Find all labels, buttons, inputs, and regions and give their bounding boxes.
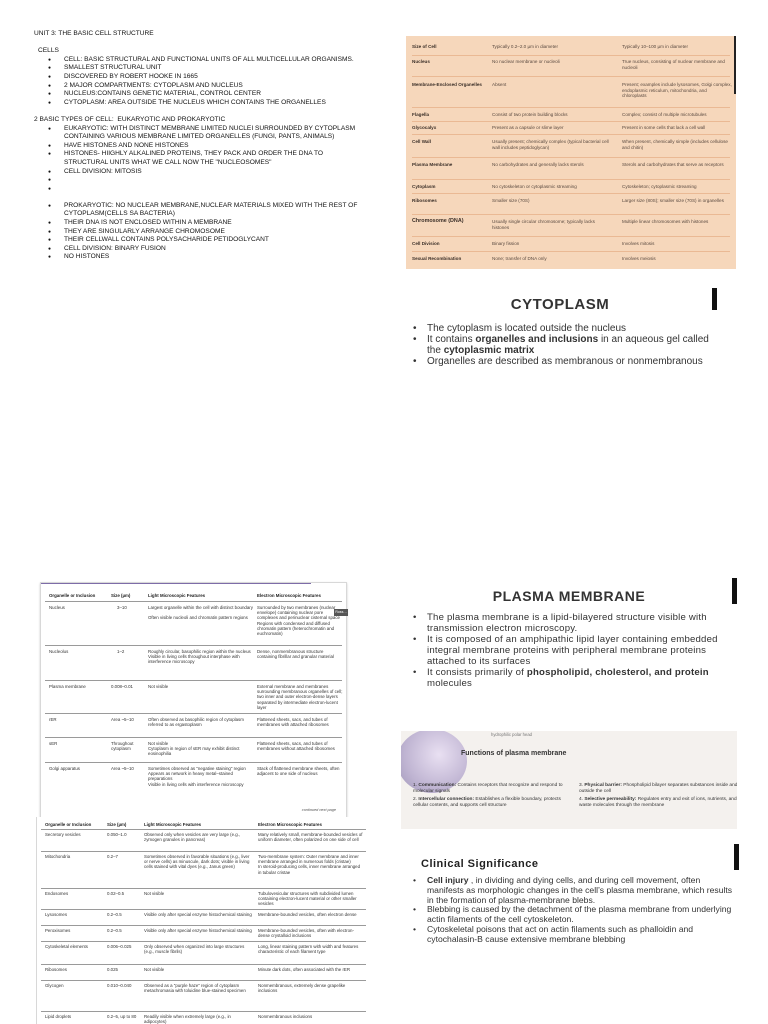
notes-title: UNIT 3: THE BASIC CELL STRUCTURE <box>34 30 154 37</box>
list-item: ● EUKARYOTIC: WITH DISTINCT MEMBRANE LIMITED NUCLEI SURROUNDED BY CYTOPLASM CONTAINING VARIOUS MEMBRANE LIMITED ORGANELLES (FUNGI, PANTS, ANIMALS) <box>64 125 364 142</box>
list-item <box>64 176 364 185</box>
list-item: ● THEIR CELLWALL CONTAINS POLYSACHARIDE PETIDOGLYCANT <box>64 236 364 245</box>
list-item <box>64 185 364 194</box>
list-item: • Blebbing is caused by the detachment of the plasma membrane from underlying actin filaments of the cell cytoskeleton. <box>427 905 737 925</box>
column-header: Light Microscopic Features <box>148 593 206 598</box>
function-item: 4. Selective permeability: Regulates entry and exit of ions, nutrients, and waste molecules through the membrane <box>579 797 737 809</box>
list-item: • The cytoplasm is located outside the nucleus <box>427 323 719 334</box>
lecture-notes <box>34 30 364 262</box>
list-item: ● THEIR DNA IS NOT ENCLOSED WITHIN A MEMBRANE <box>64 219 364 228</box>
slide-title: Clinical Significance <box>421 858 539 870</box>
page-edge-marker <box>734 844 739 870</box>
function-item: 2. Intercellular connection: Establishes a flexible boundary, protects cellular contents, and supports cell structure <box>413 797 561 809</box>
list-item: ● NO HISTONES <box>64 253 364 262</box>
list-item: • It consists primarily of phospholipid, cholesterol, and protein molecules <box>427 667 737 689</box>
list-item: ● NUCLEUS:CONTAINS GENETIC MATERIAL, CONTROL CENTER <box>64 90 364 99</box>
column-header: Light Microscopic Features <box>144 822 202 827</box>
list-item: • Cell injury , in dividing and dying cells, and during cell movement, often manifests as morphologic changes in the cell’s plasma membrane, which results in the formation of plasma-membrane blebs. <box>427 876 737 905</box>
clinical-significance-slide <box>401 844 737 986</box>
list-item: ● CELL DIVISION: BINARY FUSION <box>64 245 364 254</box>
column-header: Organelle or Inclusion <box>45 822 92 827</box>
list-item: ● THEY ARE SINGULARLY ARRANGE CHROMOSOME <box>64 228 364 237</box>
cell-types-label: 2 BASIC TYPES OF CELL: EUKARYOTIC AND PROKARYOTIC <box>34 115 226 123</box>
function-item: 1. Communication: Contains receptors that recognize and respond to molecular signals <box>413 783 563 795</box>
list-item: • It contains organelles and inclusions in an aqueous gel called the cytoplasmic matrix <box>427 334 719 356</box>
eukaryotic-list <box>34 125 364 194</box>
cells-list <box>34 56 364 108</box>
list-item: ● CELL: BASIC STRUCTURAL AND FUNCTIONAL UNITS OF ALL MULTICELLULAR ORGANISMS. <box>64 56 364 65</box>
column-header: Electron Microscopic Features <box>258 822 322 827</box>
cells-label: CELLS <box>38 47 59 55</box>
list-item: • It is composed of an amphipathic lipid layer containing embedded integral membrane proteins with peripheral membrane proteins attached to its surfaces <box>427 634 737 667</box>
list-item: • The plasma membrane is a lipid-bilayered structure visible with transmission electron microscopy. <box>427 612 737 634</box>
function-item: 3. Physical barrier: Phospholipid bilayer separates substances inside and outside the cell <box>579 783 737 795</box>
list-item: ● 2 MAJOR COMPARTMENTS: CYTOPLASM AND NUCLEUS <box>64 82 364 91</box>
prokaryotic-list <box>34 202 364 262</box>
continued-note: continued next page <box>301 807 336 812</box>
column-header: Size (µm) <box>111 593 131 598</box>
page-edge-marker <box>732 578 737 604</box>
slide-title: CYTOPLASM <box>510 296 610 313</box>
list-item: ● HISTONES- HIIGHLY ALKALINED PROTEINS, THEY PACK AND ORDER THE DNA TO STRUCTURAL UNITS WHAT WE CALL NOW THE "NUCLEOSOMES" <box>64 150 364 167</box>
list-item: ● CELL DIVISION: MITOSIS <box>64 168 364 177</box>
organelle-table-part-2: Organelle or Inclusion Size (µm) Light Microscopic Features Electron Microscopic Features Secretory vesicles 0.050–1.0 Observed only when vesicles are very large (e.g., zymogen granules in pancreas) Many relatively small, membrane-bounded vesicles of uniform diameter, often polarized on one side of cell Mitochondria 0.2–7 Sometimes observed in favorable situations (e.g., liver or nerve cells) as minuscule, dark dots; visible in living cells stained with vital dyes (e.g., Janus green) Two-membrane system: Outer membrane and inner membrane arranged in numerous folds (cristae) In steroid-producing cells, inner membrane arranged in tubular cristae Endosomes 0.02–0.5 Not visible Tubulovesicular structures with subdivided lumen containing electron-lucent material or other smaller vesicles Lysosomes 0.2–0.5 Visible only after special enzyme histochemical staining Membrane-bounded vesicles, often electron dense Peroxisomes 0.2–0.5 Visible only after special enzyme histochemical staining Membrane-bounded vesicles, often with electron-dense crystalloid inclusions Cytoskeletal elements 0.006–0.025 Only observed when organized into large structures (e.g., muscle fibrils) Long, linear staining pattern with width and features characteristic of each filament type Ribosomes 0.025 Not visible Minute dark dots, often associated with the rER Glycogen 0.010–0.040 Observed as a "purple haze" region of cytoplasm metachromasia with toluidine blue-stained specimen Nonmembranous, extremely dense grapelike inclusions Lipid droplets 0.2–5, up to 80 Readily visible when extremely large (e.g., in adipocytes) Nonmembranous inclusions <box>36 817 370 1024</box>
prokaryote-eukaryote-table: Size of Cell Typically 0.2–2.0 µm in diameter Typically 10–100 µm in diameter Nucleus No nuclear membrane or nucleoli True nucleus, consisting of nuclear membrane and nucleoli Membrane-Enclosed Organelles Absent Present; examples include lysosomes, Golgi complex, endoplasmic reticulum, mitochondria, and chloroplasts Flagella Consist of two protein building blocks Complex; consist of multiple microtubules Glycocalyx Present as a capsule or slime layer Present in some cells that lack a cell wall Cell Wall Usually present; chemically complex (typical bacterial cell wall includes peptidoglycan) When present, chemically simple (includes cellulose and chitin) Plasma Membrane No carbohydrates and generally lacks sterols Sterols and carbohydrates that serve as receptors Cytoplasm No cytoskeleton or cytoplasmic streaming Cytoskeleton; cytoplasmic streaming Ribosomes Smaller size (70S) Larger size (80S); smaller size (70S) in organelles Chromosome (DNA) Usually single circular chromosome; typically lacks histones Multiple linear chromosomes with histones Cell Division Binary fission Involves mitosis Sexual Recombination None; transfer of DNA only Involves meiosis <box>406 36 736 269</box>
list-item: ● DISCOVERED BY ROBERT HOOKE IN 1665 <box>64 73 364 82</box>
scroll-edge <box>734 36 736 94</box>
list-item: • Cytoskeletal poisons that act on actin filaments such as phalloidin and cytochalasin-B cause extensive membrane blebbing <box>427 925 737 945</box>
cytoplasm-slide <box>401 288 719 396</box>
list-item: ● PROKARYOTIC: NO NUCLEAR MEMBRANE,NUCLEAR MATERIALS MIXED WITH THE REST OF CYTOPLASM(CELLS SA BACTERIA) <box>64 202 364 219</box>
plasma-membrane-slide <box>401 578 737 708</box>
diagram-label: hydrophilic polar head <box>491 732 532 737</box>
list-item: • Organelles are described as membranous or nonmembranous <box>427 356 719 367</box>
page-edge-marker <box>712 288 717 310</box>
list-item: ● HAVE HISTONES AND NONE HISTONES <box>64 142 364 151</box>
list-item: ● SMALLEST STRUCTURAL UNIT <box>64 64 364 73</box>
slide-title: PLASMA MEMBRANE <box>492 588 646 604</box>
side-tab: Ross… <box>334 609 348 616</box>
plasma-membrane-functions-diagram <box>401 731 737 829</box>
column-header: Organelle or Inclusion <box>49 593 96 598</box>
diagram-title: Functions of plasma membrane <box>461 750 567 757</box>
column-header: Electron Microscopic Features <box>257 593 321 598</box>
organelle-table-part-1: Organelle or Inclusion Size (µm) Light Microscopic Features Electron Microscopic Features Ross… Nucleus 3–10 Largest organelle within the cell with distinct boundary Often visible nucleoli and chromatin pattern regions Surrounded by two membranes (nuclear envelope) containing nuclear pore complexes and perinuclear cisternal space Regions with condensed and diffused chromatin pattern (heterochromatin and euchromatin) Nucleolus 1–2 Roughly circular, basophilic region within the nucleus Visible in living cells throughout interphase with interference microscopy Dense, nonmembranous structure containing fibrillar and granular material Plasma membrane 0.008–0.01 Not visible External membrane and membranes surrounding membranous organelles of cell; two inner and outer electron-dense layers separated by intermediate electron-lucent layer rER Area ~5–10 Often observed as basophilic region of cytoplasm referred to as ergastoplasm Flattened sheets, sacs, and tubes of membranes with attached ribosomes sER Throughout cytoplasm Not visible Cytoplasm in region of sER may exhibit distinct eosinophilia Flattened sheets, sacs, and tubes of membranes without attached ribosomes Golgi apparatus Area ~5–10 Sometimes observed as "negative staining" region Appears as network in heavy metal–stained preparations Visible in living cells with interference microscopy Stack of flattened membrane sheets, often adjacent to one side of nucleus continued next page <box>40 582 347 818</box>
list-item: ● CYTOPLASM: AREA OUTSIDE THE NUCLEUS WHICH CONTAINS THE ORGANELLES <box>64 99 364 108</box>
column-header: Size (µm) <box>107 822 127 827</box>
